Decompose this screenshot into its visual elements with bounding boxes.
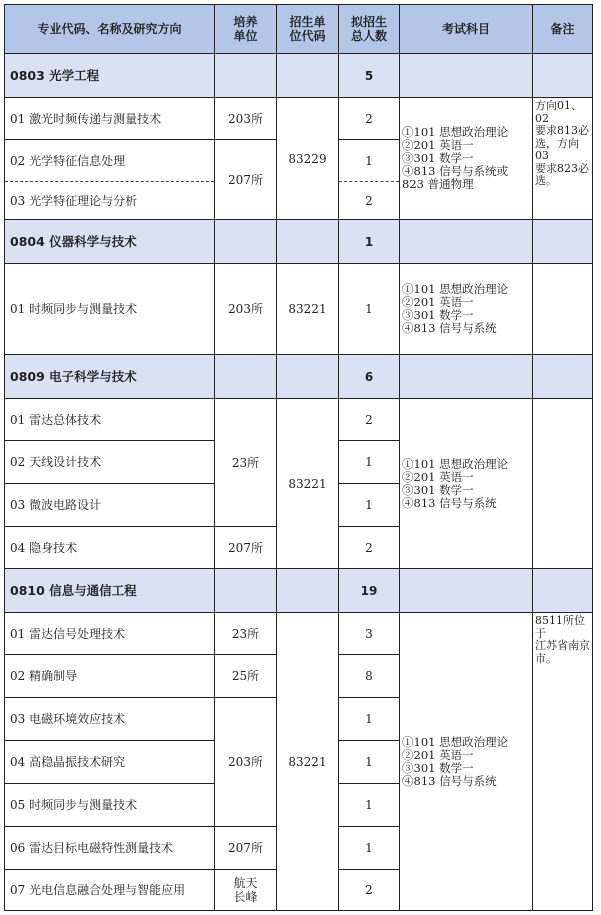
subjects-cell: ①101 思想政治理论 ②201 英语一 ③301 数学一 ④813 信号与系统: [400, 613, 533, 911]
unit-cell: 207所: [215, 827, 277, 870]
header-row: [5, 5, 593, 54]
section-count: 5: [339, 54, 400, 98]
header-major: 专业代码、名称及研究方向: [5, 5, 215, 54]
major-name: 07 光电信息融合处理与智能应用: [5, 870, 215, 911]
major-name: 03 光学特征理论与分析: [5, 182, 215, 220]
count-cell: 1: [339, 484, 400, 527]
note-cell: [533, 264, 593, 355]
section-name: 0809 电子科学与技术: [5, 355, 215, 399]
major-name: 06 雷达目标电磁特性测量技术: [5, 827, 215, 870]
code-cell: 83221: [277, 399, 339, 569]
code-cell: 83221: [277, 264, 339, 355]
section-name: 0810 信息与通信工程: [5, 569, 215, 613]
count-cell: 1: [339, 784, 400, 827]
unit-cell: 203所: [215, 264, 277, 355]
section-row: [5, 355, 593, 399]
section-row: [5, 220, 593, 264]
count-cell: 1: [339, 698, 400, 741]
major-name: 02 天线设计技术: [5, 441, 215, 484]
subjects-cell: ①101 思想政治理论 ②201 英语一 ③301 数学一 ④813 信号与系统: [400, 399, 533, 569]
code-cell: 83229: [277, 98, 339, 220]
table-row: [5, 613, 593, 655]
note-cell: 方向01、02 要求813必 选，方向03 要求823必 选。: [533, 98, 593, 220]
subjects-cell: ①101 思想政治理论 ②201 英语一 ③301 数学一 ④813 信号与系统: [400, 264, 533, 355]
major-name: 04 隐身技术: [5, 527, 215, 569]
count-cell: 1: [339, 741, 400, 784]
table-row: [5, 399, 593, 441]
header-count: 拟招生 总人数: [339, 5, 400, 54]
header-notes: 备注: [533, 5, 593, 54]
table-row: [5, 264, 593, 355]
section-count: 1: [339, 220, 400, 264]
unit-cell: 203所: [215, 98, 277, 140]
admissions-table: [4, 4, 593, 911]
unit-cell: 207所: [215, 527, 277, 569]
major-name: 05 时频同步与测量技术: [5, 784, 215, 827]
header-unit: 培养 单位: [215, 5, 277, 54]
unit-cell: 25所: [215, 655, 277, 698]
count-cell: 1: [339, 264, 400, 355]
major-name: 03 电磁环境效应技术: [5, 698, 215, 741]
subjects-cell: ①101 思想政治理论 ②201 英语一 ③301 数学一 ④813 信号与系统或 823 普通物理: [400, 98, 533, 220]
unit-cell: 23所: [215, 399, 277, 527]
unit-cell: 23所: [215, 613, 277, 655]
count-cell: 3: [339, 613, 400, 655]
unit-cell: 203所: [215, 698, 277, 827]
count-cell: 1: [339, 827, 400, 870]
major-name: 02 精确制导: [5, 655, 215, 698]
major-name: 02 光学特征信息处理: [5, 140, 215, 182]
section-row: [5, 569, 593, 613]
note-cell: [533, 399, 593, 569]
count-cell: 2: [339, 870, 400, 911]
code-cell: 83221: [277, 613, 339, 911]
major-name: 04 高稳晶振技术研究: [5, 741, 215, 784]
major-name: 01 雷达信号处理技术: [5, 613, 215, 655]
unit-cell: 207所: [215, 140, 277, 220]
header-code: 招生单 位代码: [277, 5, 339, 54]
header-subjects: 考试科目: [400, 5, 533, 54]
major-name: 03 微波电路设计: [5, 484, 215, 527]
table-row: [5, 98, 593, 140]
count-cell: 2: [339, 399, 400, 441]
major-name: 01 雷达总体技术: [5, 399, 215, 441]
unit-cell: 航天 长峰: [215, 870, 277, 911]
count-cell: 1: [339, 140, 400, 182]
section-count: 6: [339, 355, 400, 399]
count-cell: 8: [339, 655, 400, 698]
count-cell: 2: [339, 182, 400, 220]
section-name: 0803 光学工程: [5, 54, 215, 98]
count-cell: 2: [339, 527, 400, 569]
count-cell: 1: [339, 441, 400, 484]
section-name: 0804 仪器科学与技术: [5, 220, 215, 264]
section-count: 19: [339, 569, 400, 613]
note-cell: 8511所位于 江苏省南京 市。: [533, 613, 593, 911]
count-cell: 2: [339, 98, 400, 140]
major-name: 01 激光时频传递与测量技术: [5, 98, 215, 140]
major-name: 01 时频同步与测量技术: [5, 264, 215, 355]
section-row: [5, 54, 593, 98]
